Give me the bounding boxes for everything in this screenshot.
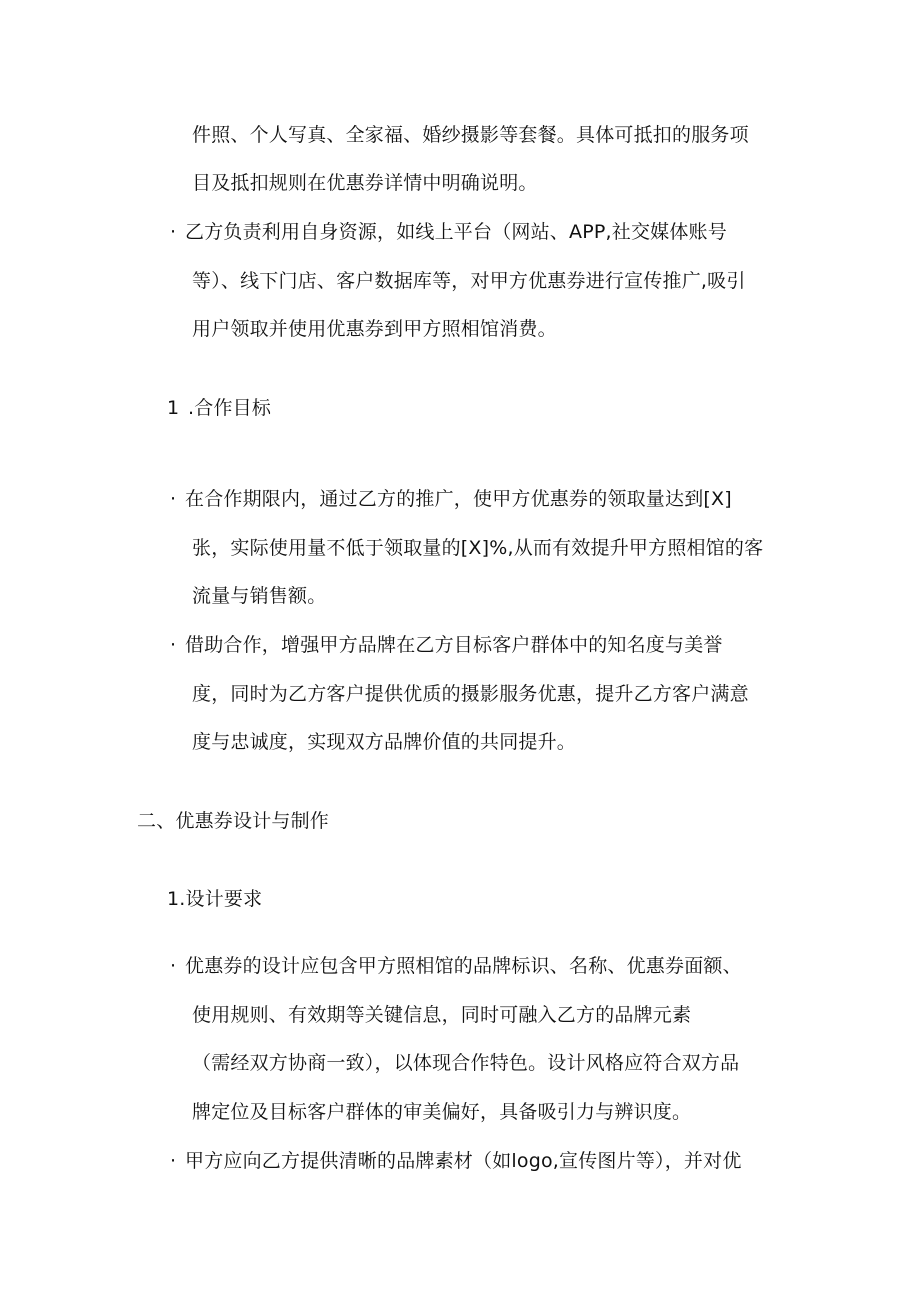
paragraph-line: 借助合作，增强甲方品牌在乙方目标客户群体中的知名度与美誉 [185,634,723,656]
paragraph-line: 使用规则、有效期等关键信息，同时可融入乙方的品牌元素 [192,1004,692,1026]
paragraph-line: 牌定位及目标客户群体的审美偏好，具备吸引力与辨识度。 [192,1101,692,1123]
heading-number: 1 [167,397,180,419]
bullet-icon: · [170,488,177,510]
heading-cooperation-goal: .合作目标 [188,397,272,419]
paragraph-line: （需经双方协商一致），以体现合作特色。设计风格应符合双方品 [192,1052,740,1074]
paragraph-line: 在合作期限内，通过乙方的推广，使甲方优惠券的领取量达到[X] [185,488,732,510]
heading-design-requirements: 1.设计要求 [167,888,263,910]
bullet-icon: · [170,1150,177,1172]
paragraph-line: 流量与销售额。 [192,585,327,607]
paragraph-line: 优惠券的设计应包含甲方照相馆的品牌标识、名称、优惠券面额、 [185,955,742,977]
bullet-icon: · [170,955,177,977]
paragraph-line: 件照、个人写真、全家福、婚纱摄影等套餐。具体可抵扣的服务项 [192,124,749,146]
bullet-icon: · [170,221,177,243]
bullet-icon: · [170,634,177,656]
paragraph-line: 用户领取并使用优惠券到甲方照相馆消费。 [192,318,557,340]
section-title: 二、优惠券设计与制作 [137,810,330,832]
paragraph-line: 等）、线下门店、客户数据库等，对甲方优惠券进行宣传推广,吸引 [192,270,746,292]
paragraph-line: 目及抵扣规则在优惠券详情中明确说明。 [192,172,538,194]
paragraph-line: 度，同时为乙方客户提供优质的摄影服务优惠，提升乙方客户满意 [192,683,749,705]
paragraph-line: 度与忠诚度，实现双方品牌价值的共同提升。 [192,731,577,753]
paragraph-line: 乙方负责利用自身资源，如线上平台（网站、APP,社交媒体账号 [185,221,727,243]
paragraph-line: 甲方应向乙方提供清晰的品牌素材（如logo,宣传图片等），并对优 [185,1150,742,1172]
paragraph-line: 张，实际使用量不低于领取量的[X]%,从而有效提升甲方照相馆的客 [192,537,764,559]
